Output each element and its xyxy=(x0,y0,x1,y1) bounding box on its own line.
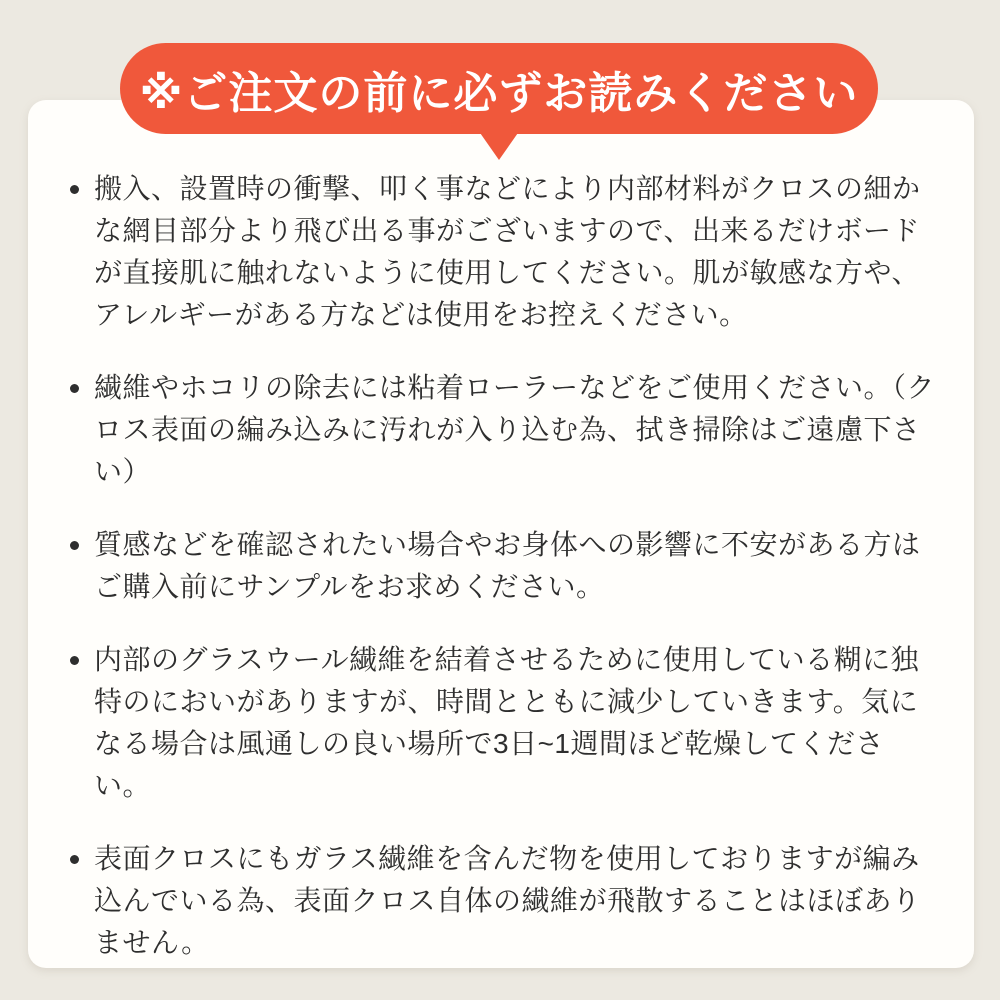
banner-title: ※ご注文の前に必ずお読みください xyxy=(139,68,859,118)
list-item: 質感などを確認されたい場合やお身体への影響に不安がある方はご購入前にサンプルをお求めください。 xyxy=(68,524,940,608)
list-item: 表面クロスにもガラス繊維を含んだ物を使用しておりますが編み込んでいる為、表面クロス自体の繊維が飛散することはほぼありません。 xyxy=(68,838,940,964)
speech-bubble-tail-icon xyxy=(478,130,520,160)
list-item: 内部のグラスウール繊維を結着させるために使用している糊に独特のにおいがありますが、時間とともに減少していきます。気になる場合は風通しの良い場所で3日~1週間ほど乾燥してください。 xyxy=(68,639,940,807)
list-item: 繊維やホコリの除去には粘着ローラーなどをご使用ください。（クロス表面の編み込みに汚れが入り込む為、拭き掃除はご遠慮下さい） xyxy=(68,367,940,493)
bullet-list xyxy=(68,168,940,995)
list-item: 搬入、設置時の衝撃、叩く事などにより内部材料がクロスの細かな網目部分より飛び出る事がございますので、出来るだけボードが直接肌に触れないように使用してください。肌が敏感な方や、アレルギーがある方などは使用をお控えください。 xyxy=(68,168,940,336)
notice-banner xyxy=(120,43,878,134)
notice-card xyxy=(28,100,974,968)
